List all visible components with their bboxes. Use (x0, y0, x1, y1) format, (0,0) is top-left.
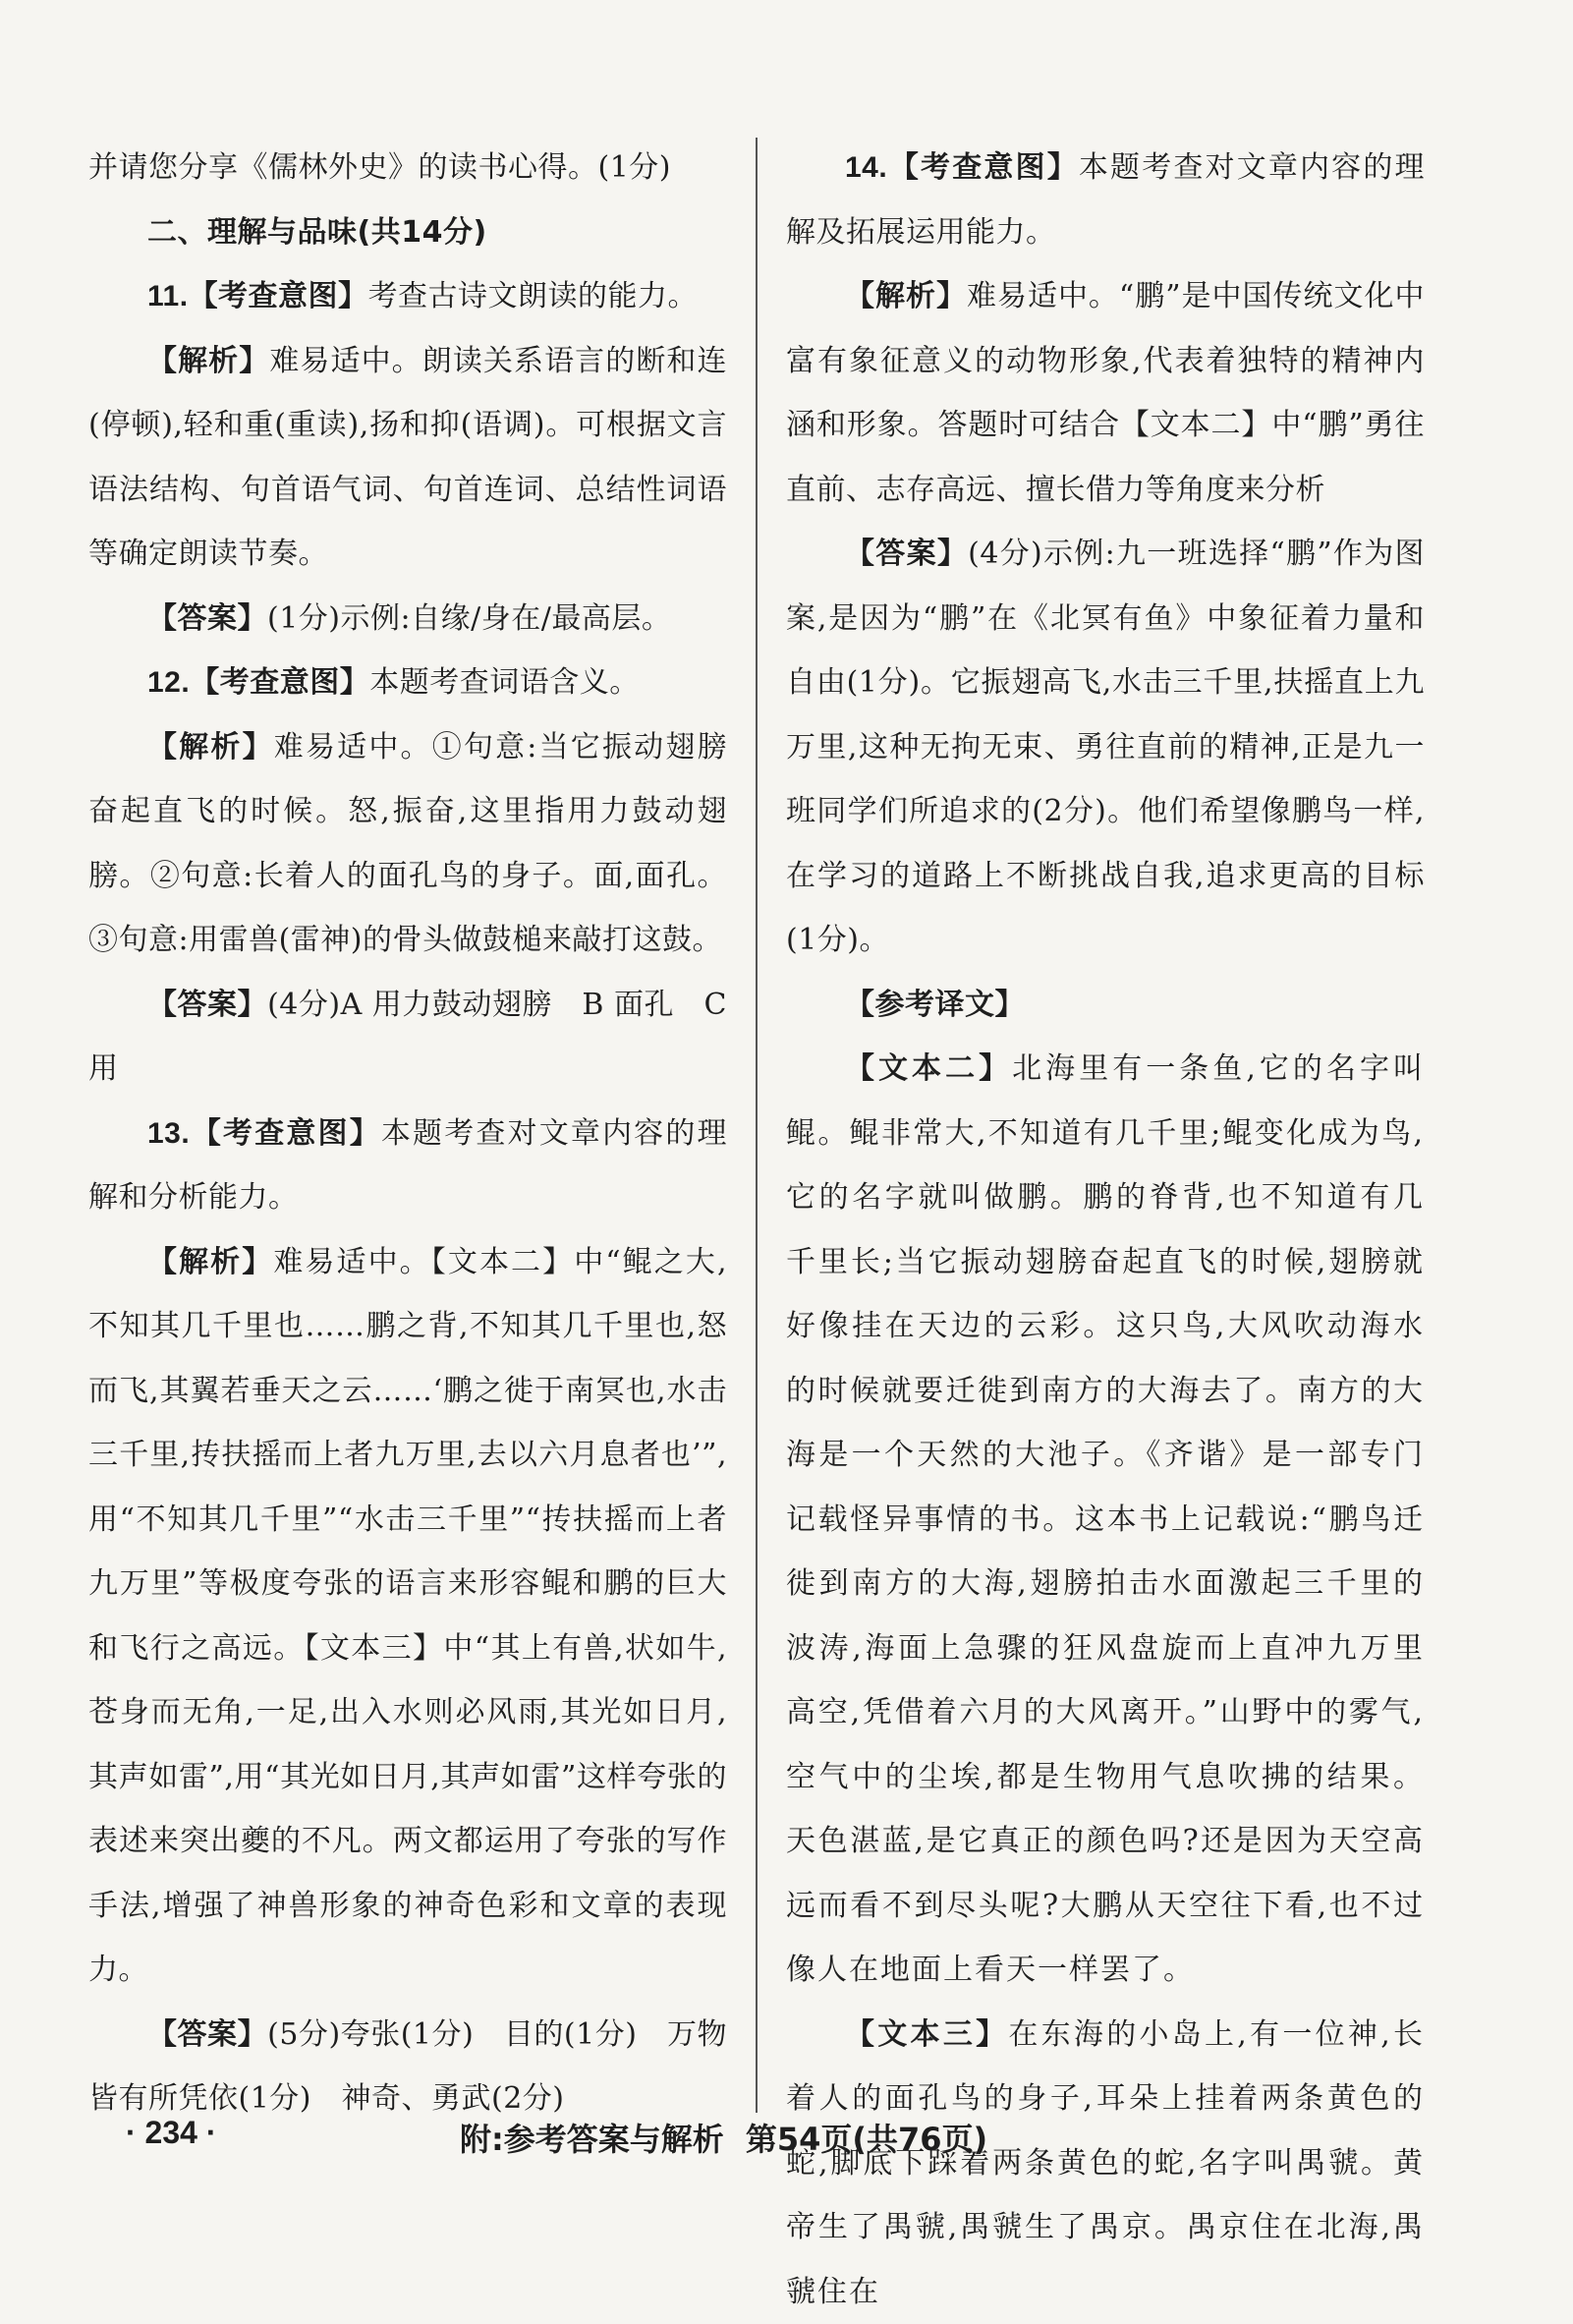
question-number: 13. (147, 1117, 190, 1150)
section-heading (88, 200, 727, 265)
left-column (88, 136, 727, 2131)
label-tag: 【解析】 (147, 730, 274, 765)
answer-paragraph (88, 973, 727, 1102)
label-tag: 【文本二】 (845, 1051, 1012, 1086)
paragraph-text: 难易适中。【文本二】中“鲲之大,不知其几千里也……鹏之背,不知其几千里也,怒而飞,其翼若垂天之云……‘鹏之徙于南冥也,水击三千里,抟扶摇而上者九万里,去以六月息者也’”,用“不知其几千里”“水击三千里”“抟扶摇而上者九万里”等极度夸张的语言来形容鲲和鹏的巨大和飞行之高远。【文本三】中“其上有兽,状如牛,苍身而无角,一足,出入水则必风雨,其光如日月,其声如雷”,用“其光如日月,其声如雷”这样夸张的表述来突出夔的不凡。两文都运用了夸张的写作手法,增强了神兽形象的神奇色彩和文章的表现力。 (88, 1245, 727, 1988)
question-item (786, 136, 1425, 264)
answer-paragraph (88, 329, 727, 587)
paragraph-text: 考查古诗文朗读的能力。 (368, 279, 699, 313)
paragraph-text: (4分)示例:九一班选择“鹏”作为图案,是因为“鹏”在《北冥有鱼》中象征着力量和自由(1分)。它振翅高飞,水击三千里,扶摇直上九万里,这种无拘无束、勇往直前的精神,正是九一班同学们所追求的(2分)。他们希望像鹏鸟一样,在学习的道路上不断挑战自我,追求更高的目标(1分)。 (786, 537, 1425, 957)
paragraph-text: 难易适中。朗读关系语言的断和连(停顿),轻和重(重读),扬和抑(语调)。可根据文言语法结构、句首语气词、句首连词、总结性词语等确定朗读节奏。 (88, 344, 727, 572)
paragraph-text: 难易适中。“鹏”是中国传统文化中富有象征意义的动物形象,代表着独特的精神内涵和形象。答题时可结合【文本二】中“鹏”勇往直前、志存高远、擅长借力等角度来分析 (786, 279, 1425, 507)
question-number: 12. (147, 666, 190, 699)
paragraph-text: 并请您分享《儒林外史》的读书心得。(1分) (88, 150, 671, 185)
question-item (88, 651, 727, 715)
paragraph-text: 难易适中。①句意:当它振动翅膀奋起直飞的时候。怒,振奋,这里指用力鼓动翅膀。②句意:长着人的面孔鸟的身子。面,面孔。③句意:用雷兽(雷神)的骨头做鼓槌来敲打这鼓。 (88, 730, 727, 958)
label-tag: 【考查意图】 (190, 1116, 381, 1151)
paragraph-text: 本题考查对文章内容的理解及拓展运用能力。 (786, 150, 1425, 250)
column-divider (756, 138, 758, 2113)
answer-paragraph (88, 1230, 727, 2003)
translation-heading (786, 973, 1425, 1038)
label-tag: 【答案】 (147, 988, 267, 1022)
label-tag: 【答案】 (845, 537, 968, 571)
question-item (88, 1102, 727, 1230)
translation-heading-text: 【参考译文】 (845, 988, 1025, 1022)
paragraph-text: 本题考查对文章内容的理解和分析能力。 (88, 1116, 727, 1216)
label-tag: 【考查意图】 (887, 150, 1079, 185)
label-tag: 【考查意图】 (189, 279, 368, 313)
translation-paragraph (786, 1037, 1425, 2003)
answer-paragraph (786, 522, 1425, 973)
label-tag: 【解析】 (147, 344, 269, 378)
answer-paragraph (88, 2003, 727, 2131)
paragraph-text: (5分)夸张(1分) 目的(1分) 万物皆有所凭依(1分) 神奇、勇武(2分) (88, 2017, 727, 2117)
footer-page-info: 第54页(共76页) (746, 2121, 987, 2158)
section-heading-text: 二、理解与品味(共14分) (147, 215, 487, 250)
paragraph-text: (4分)A 用力鼓动翅膀 B 面孔 C 用 (88, 988, 727, 1087)
page-number: · 234 · (126, 2115, 216, 2151)
paragraph-text: (1分)示例:自缘/身在/最高层。 (267, 601, 671, 636)
answer-paragraph (88, 587, 727, 652)
label-tag: 【考查意图】 (190, 665, 369, 700)
label-tag: 【答案】 (147, 2017, 267, 2052)
paragraph-text: 在东海的小岛上,有一位神,长着人的面孔鸟的身子,耳朵上挂着两条黄色的蛇,脚底下踩着两条黄色的蛇,名字叫禺虢。黄帝生了禺虢,禺虢生了禺京。禺京住在北海,禺虢住在 (786, 2017, 1425, 2309)
label-tag: 【解析】 (845, 279, 967, 313)
paragraph-text: 北海里有一条鱼,它的名字叫鲲。鲲非常大,不知道有几千里;鲲变化成为鸟,它的名字就叫做鹏。鹏的脊背,也不知道有几千里长;当它振动翅膀奋起直飞的时候,翅膀就好像挂在天边的云彩。这只鸟,大风吹动海水的时候就要迁徙到南方的大海去了。南方的大海是一个天然的大池子。《齐谐》是一部专门记载怪异事情的书。这本书上记载说:“鹏鸟迁徙到南方的大海,翅膀拍击水面激起三千里的波涛,海面上急骤的狂风盘旋而上直冲九万里高空,凭借着六月的大风离开。”山野中的雾气,空气中的尘埃,都是生物用气息吹拂的结果。天色湛蓝,是它真正的颜色吗?还是因为天空高远而看不到尽头呢?大鹏从天空往下看,也不过像人在地面上看天一样罢了。 (786, 1051, 1425, 1987)
label-tag: 【答案】 (147, 601, 267, 636)
paragraph (88, 136, 727, 200)
right-column (786, 136, 1425, 2324)
question-number: 14. (845, 151, 887, 184)
paragraph-text: 本题考查词语含义。 (369, 665, 640, 700)
question-item (88, 264, 727, 329)
label-tag: 【文本三】 (845, 2017, 1008, 2052)
answer-paragraph (88, 715, 727, 973)
label-tag: 【解析】 (147, 1245, 273, 1279)
question-number: 11. (147, 280, 189, 312)
footer-title (460, 2115, 1009, 2160)
footer-book-title: 附:参考答案与解析 (460, 2121, 724, 2158)
answer-paragraph (786, 264, 1425, 522)
page-footer (0, 2115, 1573, 2174)
